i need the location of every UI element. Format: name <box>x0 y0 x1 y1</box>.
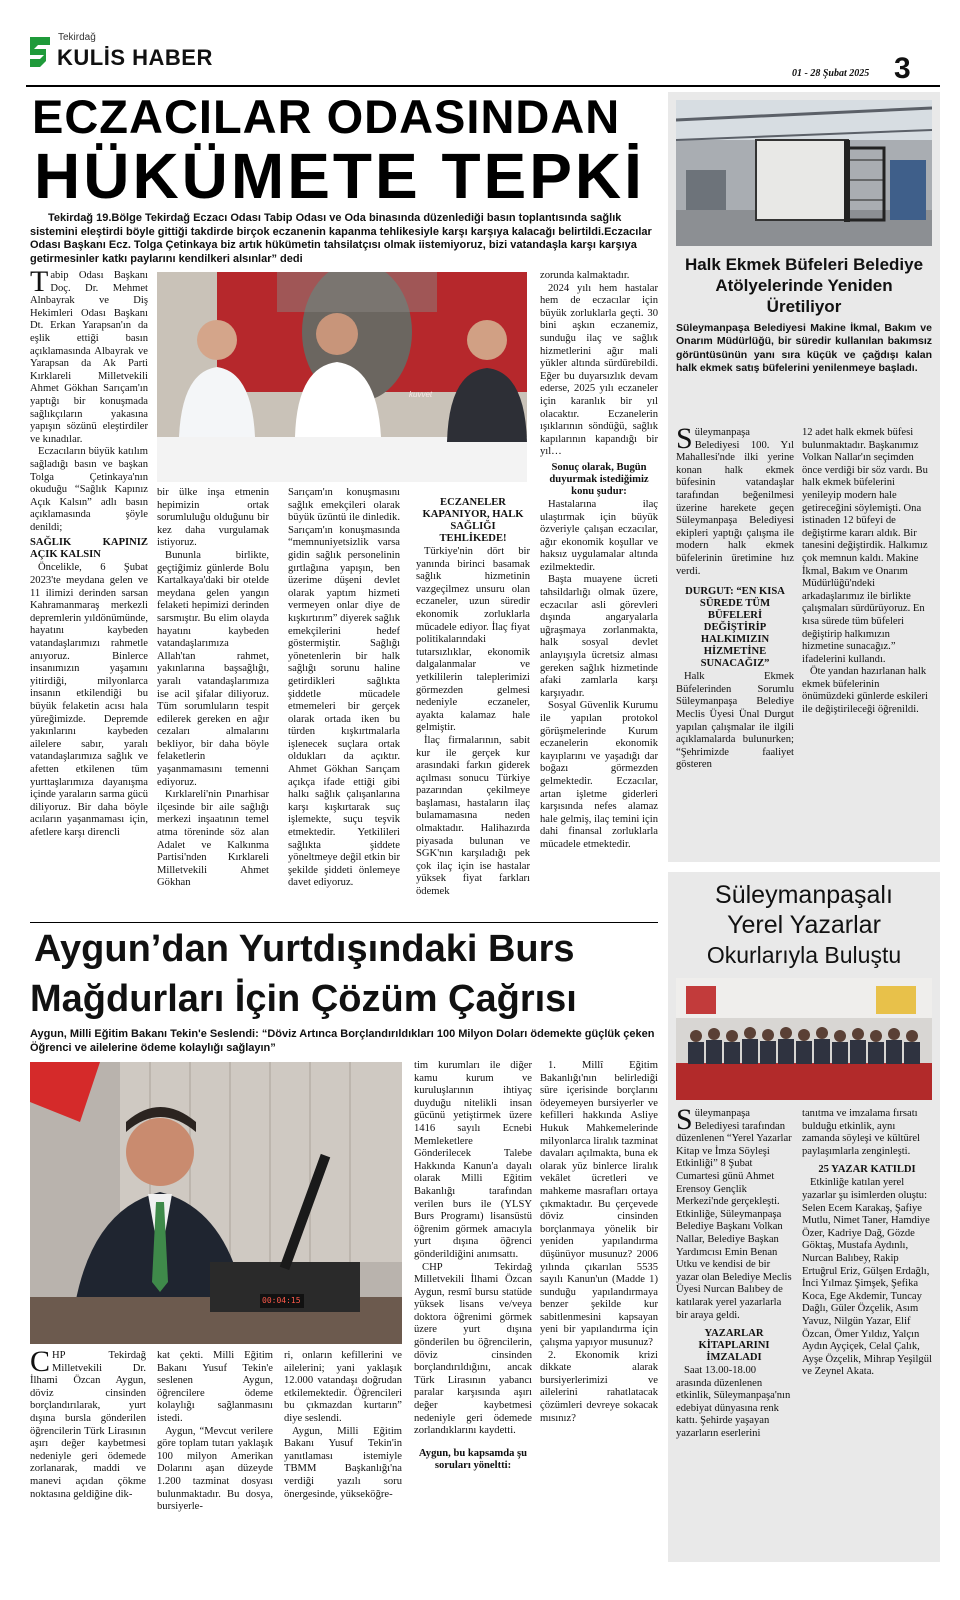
paragraph: üleymanpaşa Belediyesi 100. Yıl Mahallesi'nde ilki yerine konan halk ekmek büfesinin vatandaşlar tarafından beğenilmesi üzerine harekete geçen Süleymanpaşa Belediyesi ekipleri yaptığı çalışma ile modern halk ekmek büfelerinin üretimine hız verdi. <box>676 427 794 577</box>
paragraph: bir ülke inşa etmenin hepimizin ortak sorumluluğu olduğunu bir kez daha vurgulamak istiyoruz. <box>157 487 269 549</box>
masthead-small: Tekirdağ <box>58 32 96 43</box>
masthead-rule <box>26 85 940 87</box>
photo-banner-text: kuvvet <box>409 390 433 399</box>
sidebar2-col1 <box>676 1108 792 1554</box>
paragraph: CHP Tekirdağ Milletvekili İlhami Özcan Aygun, resmî bursu statüde yüksek lisans ve/veya doktora öğrenimi görmek üzere yurt dışına gönderilen bu öğrencilerin, döviz cinsinden borçlandırıldığını, ancak Türk Lirasının yabancı paralar karşısında aşırı değer kaybetmesi nedeniyle geri ödemede zorlandıklarını kaydetti. <box>414 1261 532 1437</box>
paragraph: Hastalarına ilaç ulaştırmak için büyük özveriyle çalışan eczacılar, ağır ekonomik koşullar ve haksız uygulamalar altında ezilmektedir. <box>540 498 658 573</box>
paragraph: Aygun, “Mevcut verilere göre toplam tutarı yaklaşık 100 milyon Amerikan Dolarını aşan düzeyde 1.200 tazminat dosyası bulunmaktadır. Bu dosya, bursiyerle- <box>157 1425 273 1513</box>
sidebar1-col2 <box>802 427 930 857</box>
article1-headline-line1: ECZACILAR ODASINDAN <box>32 90 621 143</box>
article1-col3 <box>288 487 400 915</box>
paragraph: Türkiye'nin dört bir yanında birinci basamak sağlık hizmetinin vazgeçilmez unsuru olan eczaneler, uzun süredir ekonomik zorluklarla mücadele ediyor. İlaç fiyat politikalarındaki tutarsızlıklar, ekonomik dalgalanmalar ve yetkililerin taleplerimizi görmezden gelmesi nedeniyle eczaneler, ayakta kalamaz hale gelmiştir. <box>416 546 530 734</box>
sidebar1-lead: Süleymanpaşa Belediyesi Makine İkmal, Bakım ve Onarım Müdürlüğü, bir süredir kullanılan bakımsız görüntüsünün yanı sıra küçük ve çağdışı kalan halk ekmek satış büfelerini yenilenmeye başladı. <box>676 322 932 375</box>
paragraph: tanıtma ve imzalama fırsatı bulduğu etkinlik, aynı zamanda söyleşi ve kültürel paylaşımlarla zenginleşti. <box>802 1108 920 1157</box>
parliament-speech-photo <box>30 1062 402 1344</box>
paragraph: Öte yandan hazırlanan halk ekmek büfelerinin önümüzdeki günlerde eskileri ile değiştirileceği öğrenildi. <box>802 666 928 716</box>
dropcap: C <box>30 1350 51 1378</box>
paragraph: Etkinliğe katılan yerel yazarlar şu isimlerden oluştu: Selen Ecem Karakaş, Şafiye Mutlu, Nimet Taner, Hamdiye Özer, Kadriye Dağ, Gözde Göktaş, Mustafa Aydınlı, Nurcan Balıbey, Rakip Ertuğrul Eriz, Gülşen Erdağlı, İnci Yılmaz Şimşek, Şefika Koca, Ege Akdemir, Tuncay Dağlı, Güler Özçelik, Asım Yavuz, Nilgün Yazar, Elif Özcan, Ömer Yıldız, Yalçın Aydın Ayçiçek, Celal Çalık, Ayşe Özçelik, Mihrap Yeşilgül ve Zeynel Akata. <box>802 1177 932 1378</box>
subheading: YAZARLAR KİTAPLARINI İMZALADI <box>698 1328 770 1364</box>
authors-group-photo <box>676 978 932 1100</box>
paragraph: zorunda kalmaktadır. <box>540 270 630 281</box>
dropcap: S <box>676 427 693 455</box>
screen-readout: 00:04:15 <box>262 1296 301 1305</box>
paragraph: İlaç firmalarının, sabit kur ile gerçek kur arasındaki farkın giderek açılması sonucu Türkiye pazarından çekilmeye başlaması, hastaların ilaç bulamamasına neden olmaktadır. Halihazırda piyasada bulunan ve SGK'nın karşıladığı pek çok ilaç için ise hastalar yüksek fiyat farkları ödemek <box>416 734 530 898</box>
article2-headline-line2: Mağdurları İçin Çözüm Çağrısı <box>30 978 577 1020</box>
paragraph: Öncelikle, 6 Şubat 2023'te meydana gelen ve 11 ilimizi derinden sarsan Kahramanmaraş merkezli depremlerin yıldönümünde, hayatını kaybeden vatandaşlarımızı rahmetle anıyoruz. Binlerce insanımızın yaşamını yitirdiği, milyonlarca insanın etkilendiği bu büyük felaketin acısı hala yüreğimizde. Depremde yakınlarını kaybeden ailelere sabır, yaralı vatandaşlarımıza sağlık ve afetten etkilenen tüm yurttaşlarımıza dayanışma içinde yaraların sarma gücü diliyoruz. Bir daha böyle acıların yaşanmaması için, afetlere karşı direncli <box>30 562 148 838</box>
article2-col3 <box>284 1350 402 1550</box>
issue-date: 01 - 28 Şubat 2025 <box>792 68 870 79</box>
article2-col4 <box>414 1060 532 1552</box>
article1-col4 <box>416 497 530 915</box>
subheading: Sonuç olarak, Bugün duyurmak istediğimiz konu şudur: <box>549 461 649 497</box>
article-divider <box>30 922 658 923</box>
dropcap: T <box>30 270 49 298</box>
paragraph: kat çekti. Milli Eğitim Bakanı Yusuf Tekin'e seslenen Aygun, öğrencilere ödeme kolaylığı sağlanmasını istedi. <box>157 1350 273 1424</box>
sidebar2-title-line2: Yerel Yazarlar <box>727 911 881 939</box>
sidebar2-col2 <box>802 1108 932 1554</box>
article1-col2 <box>157 487 269 915</box>
paragraph: Başta muayene ücreti tahsildarlığı olmak üzere, eczacılar asli görevleri dışında angaryalarla uğraşmaya zorlanmakta, halk sosyal devlet anlayışıyla ücretsiz alması gereken sağlık hizmetinde afaki zamlarla karşı karşıyadır. <box>540 574 658 699</box>
kulis-logo-icon <box>26 35 54 69</box>
article2-col2 <box>157 1350 273 1550</box>
sidebar1-title: Halk Ekmek Büfeleri Belediye Atölyelerinde Yeniden Üretiliyor <box>684 255 924 316</box>
paragraph: HP Tekirdağ Milletvekili Dr. İlhami Özcan Aygun, döviz cinsinden borçlandırılarak, yurt dışına bursla gönderilen öğrencilerin Türk Lirasının aşırı değer kaybetmesi nedeniyle geri ödemede zorlanarak, maddi ve manevi açıdan çökme noktasına geldiğine dik- <box>30 1350 146 1500</box>
article2-headline-line1: Aygun’dan Yurtdışındaki Burs <box>34 928 575 970</box>
article2-col1 <box>30 1350 146 1550</box>
subheading: DURGUT: “EN KISA SÜREDE TÜM BÜFELERİ DEĞİŞTİRİP HALKIMIZIN HİZMETİNE SUNACAĞIZ” <box>685 586 785 670</box>
paragraph: 2024 yılı hem hastalar hem de eczacılar için büyük zorluklarla geçti. 30 bini aşkın eczanemiz, sunduğu ilaç ve sağlık hizmetlerini ağır mali yükler altında sürdürebildi. Eğer bu duyarsızlık devam ederse, 2025 yılı eczaneler için karanlık bir yıl olacaktır. Eczanelerin ışıklarının söndüğü, sağlık kapılarının kapandığı bir yıl… <box>540 282 658 458</box>
paragraph: 12 adet halk ekmek büfesi bulunmaktadır. Başkanımız Volkan Nallar'ın seçimden önce verdiği bir söz vardı. Bu halk ekmek büfelerini yenileyip modern hale getireceğini söylemişti. Ona istinaden 12 büfeyi de değiştirme kararı aldık. Bir tanesini değiştirdik. Halkımız çok memnun kaldı. Makine İkmal, Bakım ve Onarım Müdürlüğü'ndeki arkadaşlarımız ile birlikte çalışmaları sürdürüyoruz. En kısa sürede tüm büfeleri değiştirip halkımızın hizmetine sunacağız.” ifadelerini kullandı. <box>802 427 928 665</box>
paragraph: Sarıçam'ın konuşmasını sağlık emekçileri olarak büyük üzüntü ile dinledik. Sarıçam'ın konuşmasında “memnuniyetsizlik varsa gidin sağlık personelinin gırtlağına yapışın, ben üzerime düşeni devlet olarak yaptım hizmeti vermeyen onlar diye de kışkırtırım” diyerek sağlık emekçilerini hedef göstermiştir. Sağlığı yönetenlerin bir halk sağlığı sorunu haline getirdikleri sağlıkta şiddetle mücadele etmemeleri bir gerçek olarak ortada iken bu türden kışkırtmalarla işlenecek suçlara ortak oldukları da açıktır. Ahmet Gökhan Sarıçam açıkça ifade ettiği gibi halkı sağlık çalışanlarına karşı kışkırtarak suç işlemekte, suçu teşvik etmektedir. Yetkilileri sağlıkta şiddete yöneltmeye değil etkin bir şekilde şiddeti önlemeye davet ediyoruz. <box>288 487 400 889</box>
paragraph: ri, onların kefillerini ve ailelerini; yani yaklaşık 12.000 vatandaşı doğrudan etkilemektedir. Öğrencileri bu çıkmazdan kurtarın” diye seslendi. <box>284 1350 402 1424</box>
subheading: ECZANELER KAPANIYOR, HALK SAĞLIĞI TEHLİKEDE! <box>422 497 524 544</box>
article1-lead: Tekirdağ 19.Bölge Tekirdağ Eczacı Odası Tabip Odası ve Oda binasında düzenlediği basın toplantısında sağlık sistemini eleştirdi böyle gittiği takdirde birçok eczanenin kapanma tehlikesiyle karşı karşıya kalacağı belirtildi.Eczacılar Odası Başkanı Ecz. Tolga Çetinkaya biz artık hükümetin tahsilatçısı olmak iistemiyoruz, bizi vatandaşla karşı karşıya getirmesinler katkı paylarını kendilkeri alsınlar” dedi <box>30 212 652 265</box>
paragraph: Aygun, Milli Eğitim Bakanı Yusuf Tekin'in yanıtlaması istemiyle TBMM Başkanlığı'na verdiği yazılı soru önergesinde, yükseköğre- <box>284 1425 402 1500</box>
subheading: Aygun, bu kapsamda şu soruları yöneltti: <box>418 1447 528 1471</box>
paragraph: 1. Millî Eğitim Bakanlığı'nın belirlediği süre içerisinde borçlarını ödeyemeyen bursiyerler ve kefilleri hakkında Asliye Hukuk Mahkemelerinde milyonlarca liralık tazminat davaları açılmakta, buna ek olarak yüz binlerce liralık vekâlet ücretleri ve mahkeme masrafları ortaya çıkmaktadır. Bu çerçevede döviz cinsinden borçlanmaya yönelik bir yeniden yapılandırma düşünüyor musunuz? 2006 yılında çıkarılan 5535 sayılı Kanun'un (Madde 1) sunduğu yapılandırmaya benzer şekilde kur sabitlenmesini kapsayan yeni bir yapılandırma için çalışma yapıyor musunuz? <box>540 1060 658 1349</box>
paragraph: Eczacıların büyük katılım sağladığı basın ve başkan Tolga Çetinkaya'nın okuduğu “Sağlık Kapınız Açık Kalsın” adlı basın açıklamasında şöyle denildi; <box>30 446 148 533</box>
paragraph: Bununla birlikte, geçtiğimiz günlerde Bolu Kartalkaya'daki bir otelde meydana gelen yangın felaketi hepimizi derinden sarsmıştır. Bu elim olayda hayatını kaybeden vatandaşlarımıza Allah'tan rahmet, yakınlarına başsağlığı, yaralı vatandaşlarımıza ise acil şifalar diliyoruz. Tüm sorumluların tespit edilerek gereken en ağır cezaları almalarını bekliyor, bir daha böyle felaketlerin yaşanmamasını temenni ediyoruz. <box>157 549 269 788</box>
paragraph: abip Odası Başkanı Doç. Dr. Mehmet Alnbayrak ve Diş Hekimleri Odası Başkanı Dt. Erkan Yarapsan'ın da eşlik ettiği basın açıklamasında Albayrak ve Yarapsan da Ak Parti Kırklareli Milletvekili Ahmet Gökhan Sarıçam'ın yaptığı bir konuşmada sağlıkçıların yakasına yapışın sözünü eleştirdiler ve kınadılar. <box>30 270 148 445</box>
sidebar2-title-line1: Süleymanpaşalı <box>715 881 893 909</box>
paragraph: Saat 13.00-18.00 arasında düzenlenen etkinlik, Süleymanpaşa'nın edebiyat dünyasına renk kattı. Şehirde yaşayan yazarların eserlerini <box>676 1365 791 1440</box>
paragraph: Sosyal Güvenlik Kurumu ile yapılan protokol görüşmelerinde Kurum eczanelerin ekonomik kayıplarını ve yaşadığı dar boğazı görmezden gelmektedir. Eczacılar, artan işletme giderleri karşısında nefes alamaz hale gelmiş, ilaç temini için dahi finansal zorluklarla mücadele etmektedir. <box>540 700 658 850</box>
press-conference-photo <box>157 272 527 482</box>
sidebar-yerel-yazarlar <box>668 872 940 1562</box>
article2-col5 <box>540 1060 658 1552</box>
masthead-brand: KULİS HABER <box>57 45 213 70</box>
subheading: 25 YAZAR KATILDI <box>818 1164 916 1176</box>
masthead <box>26 32 936 88</box>
paragraph: 2. Ekonomik krizi dikkate alarak bursiyerlerimizi ve ailelerini rahatlatacak çözümleri devreye sokacak mısınız? <box>540 1349 658 1424</box>
paragraph: üleymanpaşa Belediyesi tarafından düzenlenen “Yerel Yazarlar Kitap ve İmza Söyleşi Etkinliği” 8 Şubat Cumartesi günü Ahmet Erensoy Gençlik Merkezi'nde gerçekleşti. Etkinliğe, Süleymanpaşa Belediye Başkanı Volkan Nallar, Belediye Başkan Yardımcısı Emin Benan Utku ve kendisi de bir yazar olan Belediye Meclis Üyesi Nurcan Balıbey de katılarak yerel yazarlarla bir araya geldi. <box>676 1108 792 1321</box>
sidebar2-title-line3: Okurlarıyla Buluştu <box>706 942 902 968</box>
article2-lead: Aygun, Milli Eğitim Bakanı Tekin'e Seslendi: “Döviz Artınca Borçlandırıldıkları 100 Milyon Doları ödemekte güçlük çeken Öğrenci ve ailelerine ödeme kolaylığı sağlayın” <box>30 1028 655 1054</box>
article1-col1 <box>30 270 148 915</box>
subheading: SAĞLIK KAPINIZ AÇIK KALSIN <box>30 537 148 561</box>
dropcap: S <box>676 1108 693 1136</box>
paragraph: tim kurumları ile diğer kamu kurum ve kuruluşlarının ihtiyaç duyduğu nitelikli insan gücünü yetiştirmek üzere 1416 sayılı Ecnebi Memleketlere Gönderilecek Talebe Hakkında Kanun'a dayalı olarak Milli Eğitim Bakanlığı tarafından verilen burs ile (YLSY Burs Programı) lisansüstü öğrenim görmek amacıyla yurt dışına öğrenci gönderildiğini anımsattı. <box>414 1060 532 1260</box>
paragraph: Halk Ekmek Büfelerinden Sorumlu Süleymanpaşa Belediye Meclis Üyesi Ünal Durgut yapılan çalışmalar ile ilgili açıklamalarda bulunurken; “Şehrimizde faaliyet gösteren <box>676 671 794 771</box>
paragraph: Kırklareli'nin Pınarhisar ilçesinde bir aile sağlığı merkezi inşaatının temel atma töreninde söz alan Adalet ve Kalkınma Partisi'nden Kırklareli Milletvekili Ahmet Gökhan <box>157 789 269 889</box>
page-number: 3 <box>894 52 911 85</box>
sidebar1-col1 <box>676 427 794 857</box>
sidebar-halk-ekmek <box>668 92 940 862</box>
article1-headline-line2: HÜKÜMETE TEPKİ <box>34 140 645 212</box>
article1-col5 <box>540 270 658 915</box>
kiosk-workshop-photo <box>676 100 932 246</box>
